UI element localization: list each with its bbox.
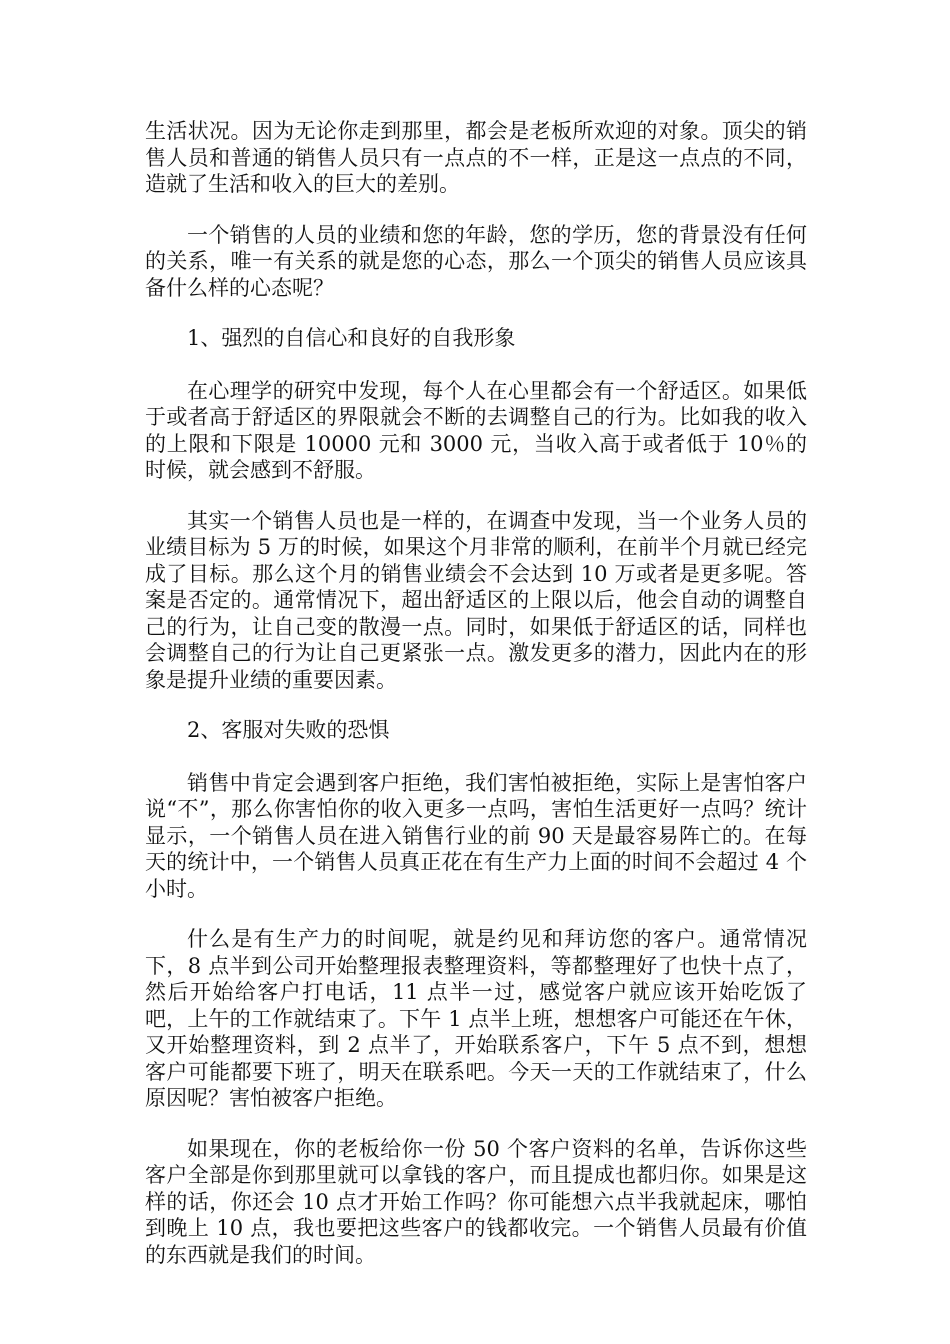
paragraph-time-value: 如果现在，你的老板给你一份 50 个客户资料的名单，告诉你这些客户全部是你到那里就可以拿钱的客户，而且提成也都归你。如果是这样的话，你还会 10 点才开始工作吗？你可能想六点半我就起床，哪怕到晚上 10 点，我也要把这些客户的钱都收完。一个销售人员最有价值的东西就是我们的时间。 — [145, 1136, 807, 1267]
paragraph-sales-target: 其实一个销售人员也是一样的，在调查中发现，当一个业务人员的业绩目标为 5 万的时候，如果这个月非常的顺利，在前半个月就已经完成了目标。那么这个月的销售业绩会不会达到 10 万或者是更多呢。答案是否定的。通常情况下，超出舒适区的上限以后，他会自动的调整自己的行为，让自己变的散漫一点。同时，如果低于舒适区的话，同样也会调整自己的行为让自己更紧张一点。激发更多的潜力，因此内在的形象是提升业绩的重要因素。 — [145, 508, 807, 692]
paragraph-productive-time: 什么是有生产力的时间呢，就是约见和拜访您的客户。通常情况下，8 点半到公司开始整理报表整理资料，等都整理好了也快十点了，然后开始给客户打电话，11 点半一过，感觉客户就应该开始吃饭了吧，上午的工作就结束了。下午 1 点半上班，想想客户可能还在午休，又开始整理资料，到 2 点半了，开始联系客户，下午 5 点不到，想想客户可能都要下班了，明天在联系吧。今天一天的工作就结束了，什么原因呢？害怕被客户拒绝。 — [145, 927, 807, 1110]
section-heading-confidence: 1、强烈的自信心和良好的自我形象 — [187, 326, 516, 350]
section-heading-fear-of-failure: 2、客服对失败的恐惧 — [187, 718, 390, 742]
document-body — [145, 118, 807, 1292]
paragraph-mindset-intro: 一个销售的人员的业绩和您的年龄，您的学历，您的背景没有任何的关系，唯一有关系的就是您的心态，那么一个顶尖的销售人员应该具备什么样的心态呢？ — [145, 222, 807, 300]
paragraph-continuation: 生活状况。因为无论你走到那里，都会是老板所欢迎的对象。顶尖的销售人员和普通的销售人员只有一点点的不一样，正是这一点点的不同，造就了生活和收入的巨大的差别。 — [145, 119, 807, 196]
paragraph-rejection: 销售中肯定会遇到客户拒绝，我们害怕被拒绝，实际上是害怕客户说“不”，那么你害怕你的收入更多一点吗，害怕生活更好一点吗？统计显示，一个销售人员在进入销售行业的前 90 天是最容易阵亡的。在每天的统计中，一个销售人员真正花在有生产力上面的时间不会超过 4 个小时。 — [145, 770, 807, 901]
paragraph-comfort-zone: 在心理学的研究中发现，每个人在心里都会有一个舒适区。如果低于或者高于舒适区的界限就会不断的去调整自己的行为。比如我的收入的上限和下限是 10000 元和 3000 元，当收入高于或者低于 10％的时候，就会感到不舒服。 — [145, 378, 807, 482]
